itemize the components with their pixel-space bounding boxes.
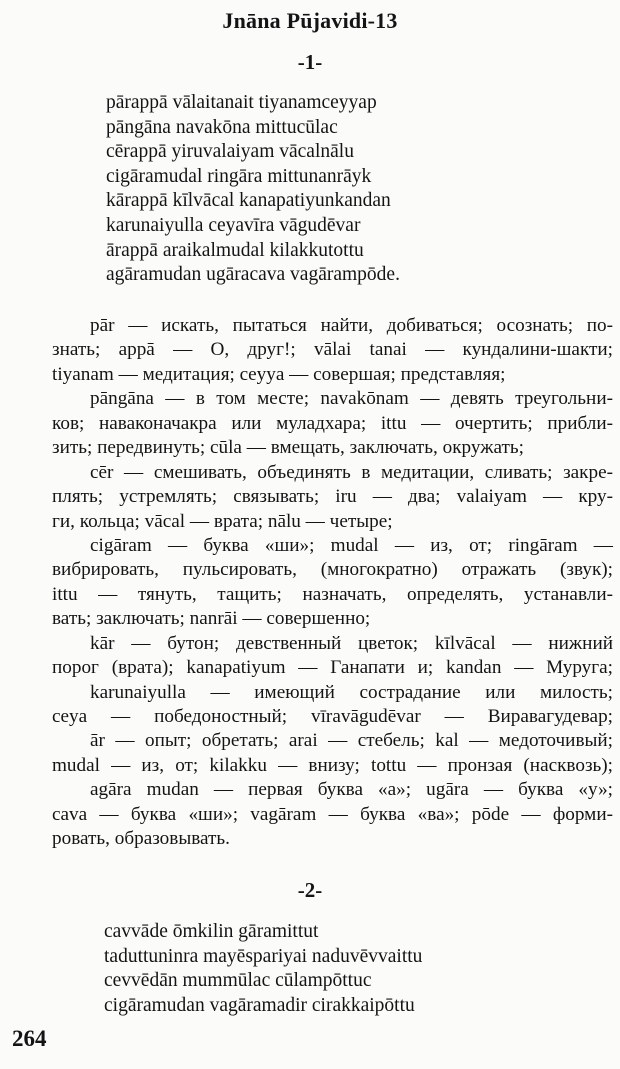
glossary-line: cava — буква «ши»; vagāram — буква «ва»; pōde — форми-	[52, 803, 613, 825]
glossary-line: ār — опыт; обретать; arai — стебель; kal — медоточивый;	[90, 730, 613, 752]
glossary-line: порог (врата); kanapatiyum — Ганапати и; kandan — Муруга;	[52, 657, 613, 679]
verse-line: pāngāna navakōna mittucūlac	[106, 116, 338, 138]
glossary-line: agāra mudan — первая буква «а»; ugāra — буква «у»;	[90, 779, 613, 801]
glossary-line: cigāram — буква «ши»; mudal — из, от; ringāram —	[90, 534, 613, 556]
verse-2	[104, 920, 422, 1018]
glossary-line: вать; заключать; nanrāi — совершенно;	[52, 608, 371, 630]
verse-line: ārappā araikalmudal kilakkutottu	[106, 239, 364, 261]
section-number-2: -2-	[297, 878, 323, 902]
verse-line: cavvāde ōmkilin gāramittut	[104, 921, 319, 942]
verse-line: agāramudan ugāracava vagārampōde.	[106, 264, 400, 286]
glossary-line: ги, кольца; vācal — врата; nālu — четыре;	[52, 510, 393, 532]
verse-1	[106, 91, 400, 288]
glossary-line: mudal — из, от; kilakku — внизу; tottu — пронзая (насквозь);	[52, 754, 613, 776]
verse-line: cevvēdān mummūlac cūlampōttuc	[104, 970, 372, 992]
section-number-1: -1-	[297, 50, 323, 74]
verse-line: kārappā kīlvācal kanapatiyunkandan	[106, 190, 391, 212]
glossary-line: знать; appā — О, друг!; vālai tanai — кундалини-шакти;	[52, 339, 613, 361]
glossary-line: ittu — тянуть, тащить; назначать, определять, устанавли-	[52, 583, 613, 605]
glossary-line: ровать, образовывать.	[52, 828, 230, 850]
glossary-line: karunaiyulla — имеющий сострадание или милость;	[90, 681, 613, 703]
verse-line: karunaiyulla ceyavīra vāgudēvar	[106, 214, 361, 236]
verse-line: cigāramudan vagāramadir cirakkaipōttu	[104, 994, 415, 1016]
glossary-line: pāngāna — в том месте; navakōnam — девять треугольни-	[90, 388, 613, 410]
glossary-line: вибрировать, пульсировать, (многократно) отражать (звук);	[52, 559, 613, 581]
glossary-line: зить; передвинуть; cūla — вмещать, заключать, окружать;	[52, 437, 524, 459]
page-title: Jnāna Pūjavidi-13	[222, 8, 398, 33]
glossary-line: ceya — победоностный; vīravāgudēvar — Виравагудевар;	[52, 706, 613, 727]
verse-line: cigāramudal ringāra mittunanrāyk	[106, 165, 372, 187]
glossary-line: cēr — смешивать, объединять в медитации, сливать; закре-	[90, 461, 613, 483]
glossary-line: tiyanam — медитация; ceyya — совершая; представляя;	[52, 363, 506, 385]
glossary	[52, 314, 613, 852]
verse-line: pārappā vālaitanait tiyanamceyyap	[106, 92, 377, 113]
glossary-line: плять; устремлять; связывать; iru — два; valaiyam — кру-	[52, 486, 613, 508]
glossary-line: ков; наваконачакра или муладхара; ittu — очертить; прибли-	[52, 412, 613, 434]
page-number: 264	[12, 1026, 47, 1051]
glossary-line: pār — искать, пытаться найти, добиваться; осознать; по-	[90, 315, 613, 336]
verse-line: taduttuninra mayēspariyai naduvēvvaittu	[104, 945, 423, 967]
glossary-line: kār — бутон; девственный цветок; kīlvācal — нижний	[90, 632, 613, 654]
verse-line: cērappā yiruvalaiyam vācalnālu	[106, 141, 354, 163]
